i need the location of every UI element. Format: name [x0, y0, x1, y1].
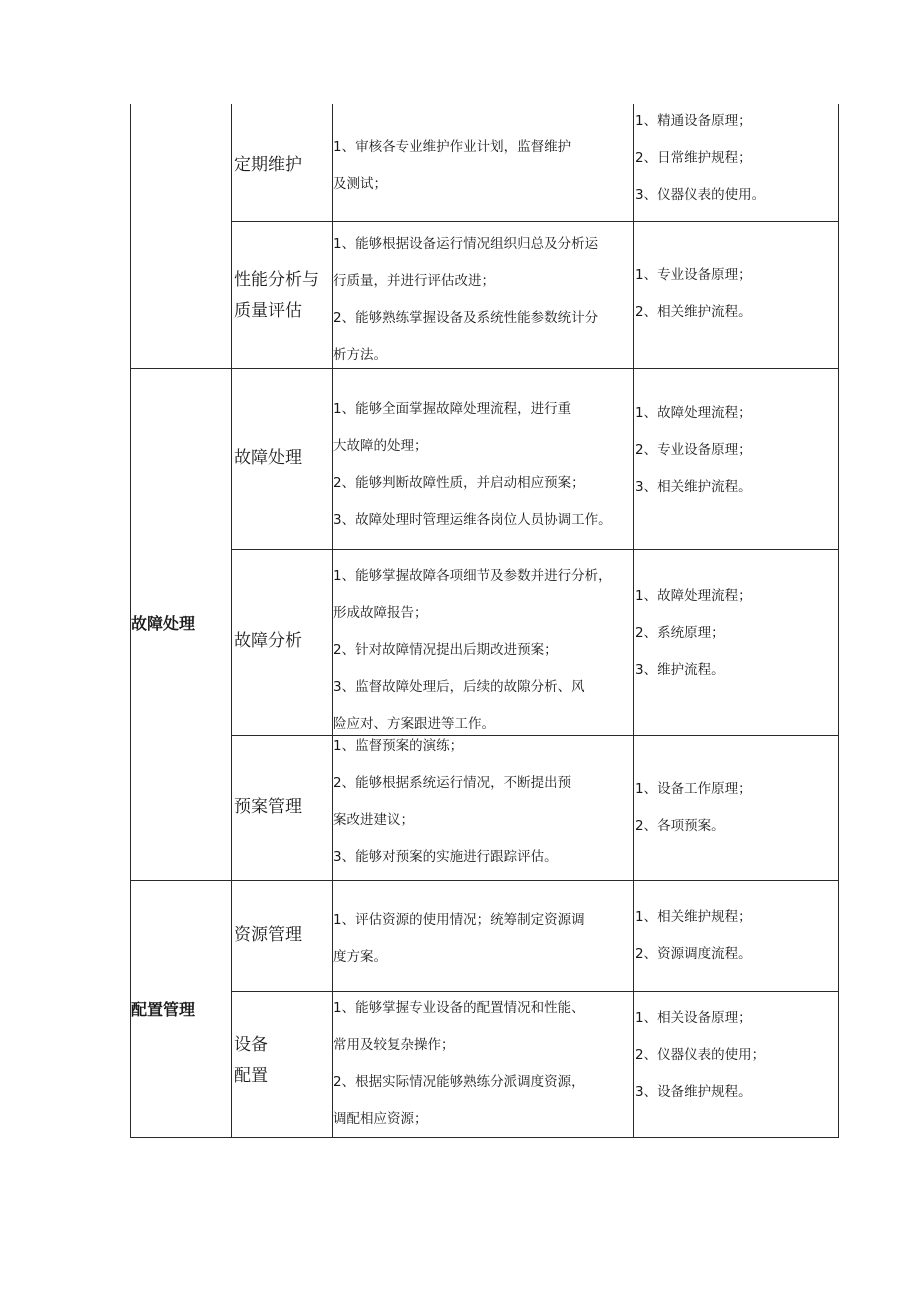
knowledge-line: 3、相关维护流程。	[635, 479, 752, 495]
requirement-cell	[333, 728, 635, 876]
knowledge-line: 1、设备工作原理；	[635, 781, 752, 797]
requirement-line: 3、故障处理时管理运维各岗位人员协调工作。	[333, 512, 612, 528]
requirement-line: 1、能够根据设备运行情况组织归总及分析运	[333, 236, 599, 252]
item-cell: 性能分析与 质量评估	[234, 270, 319, 321]
requirement-line: 1、评估资源的使用情况；统筹制定资源调	[333, 912, 585, 928]
knowledge-cell	[635, 899, 835, 973]
knowledge-cell	[635, 103, 835, 214]
knowledge-line: 2、资源调度流程。	[635, 946, 752, 962]
requirement-line: 1、审核各专业维护作业计划，监督维护	[333, 139, 572, 155]
knowledge-line: 1、故障处理流程；	[635, 588, 752, 604]
requirement-cell	[333, 129, 635, 203]
requirement-line: 析方法。	[333, 347, 387, 363]
item-cell: 资源管理	[234, 925, 302, 945]
column-divider	[231, 104, 232, 1138]
knowledge-line: 1、相关维护规程；	[635, 909, 752, 925]
requirement-line: 形成故障报告；	[333, 605, 428, 621]
knowledge-line: 3、维护流程。	[635, 662, 725, 678]
requirement-line: 2、能够熟练掌握设备及系统性能参数统计分	[333, 310, 599, 326]
knowledge-cell	[635, 1000, 835, 1111]
item-cell: 定期维护	[234, 155, 302, 175]
item-cell: 设备 配置	[234, 1035, 268, 1086]
requirement-line: 1、能够掌握专业设备的配置情况和性能、	[333, 1000, 585, 1016]
row-divider	[130, 880, 839, 881]
item-cell: 故障分析	[234, 631, 302, 651]
knowledge-line: 1、专业设备原理；	[635, 267, 752, 283]
requirement-cell	[333, 558, 635, 743]
requirement-line: 2、能够根据系统运行情况，不断提出预	[333, 775, 572, 791]
item-cell: 预案管理	[234, 797, 302, 817]
knowledge-line: 2、日常维护规程；	[635, 150, 752, 166]
knowledge-line: 1、故障处理流程；	[635, 405, 752, 421]
competency-table	[130, 104, 839, 1138]
requirement-line: 调配相应资源；	[333, 1111, 428, 1127]
knowledge-line: 3、仪器仪表的使用。	[635, 187, 766, 203]
requirement-line: 及测试；	[333, 176, 387, 192]
knowledge-line: 2、相关维护流程。	[635, 304, 752, 320]
knowledge-cell	[635, 395, 835, 506]
knowledge-line: 1、相关设备原理；	[635, 1010, 752, 1026]
knowledge-line: 2、专业设备原理；	[635, 442, 752, 458]
requirement-line: 2、针对故障情况提出后期改进预案；	[333, 642, 558, 658]
requirement-line: 大故障的处理；	[333, 438, 428, 454]
item-cell: 故障处理	[234, 448, 302, 468]
knowledge-line: 2、各项预案。	[635, 818, 725, 834]
requirement-cell	[333, 990, 635, 1138]
requirement-line: 1、能够全面掌握故障处理流程，进行重	[333, 401, 572, 417]
requirement-line: 1、能够掌握故障各项细节及参数并进行分析，	[333, 568, 612, 584]
table-border-right	[838, 104, 839, 1138]
requirement-line: 3、监督故障处理后，后续的故隙分析、风	[333, 679, 585, 695]
requirement-line: 常用及较复杂操作；	[333, 1037, 455, 1053]
category-fault-handling: 故障处理	[131, 614, 196, 633]
requirement-line: 2、根据实际情况能够熟练分派调度资源，	[333, 1074, 585, 1090]
row-divider	[231, 549, 839, 550]
knowledge-line: 2、仪器仪表的使用；	[635, 1047, 766, 1063]
row-divider	[231, 221, 839, 222]
requirement-line: 度方案。	[333, 949, 387, 965]
requirement-line: 3、能够对预案的实施进行跟踪评估。	[333, 849, 558, 865]
category-configuration-management: 配置管理	[131, 1000, 196, 1019]
requirement-line: 行质量，并进行评估改进；	[333, 273, 495, 289]
knowledge-cell	[635, 771, 835, 845]
requirement-line: 1、监督预案的演练；	[333, 738, 464, 754]
requirement-line: 案改进建议；	[333, 812, 414, 828]
requirement-line: 险应对、方案跟进等工作。	[333, 716, 495, 732]
requirement-line: 2、能够判断故障性质，并启动相应预案；	[333, 475, 585, 491]
knowledge-cell	[635, 578, 835, 689]
knowledge-cell	[635, 257, 835, 331]
requirement-cell	[333, 391, 635, 539]
knowledge-line: 1、精通设备原理；	[635, 113, 752, 129]
requirement-cell	[333, 902, 635, 976]
requirement-cell	[333, 226, 635, 374]
knowledge-line: 3、设备维护规程。	[635, 1084, 752, 1100]
knowledge-line: 2、系统原理；	[635, 625, 725, 641]
